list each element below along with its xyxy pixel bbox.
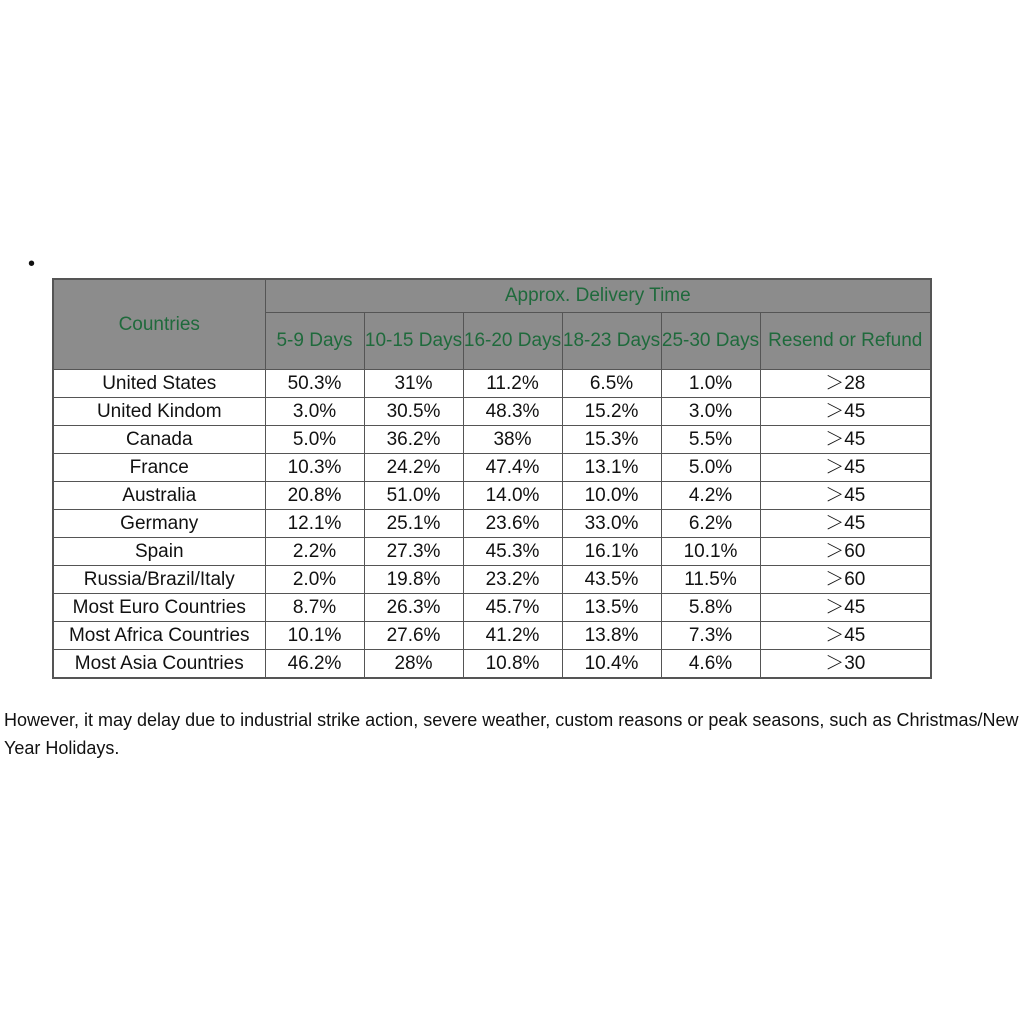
table-row — [53, 510, 931, 538]
percentage-cell: 23.2% — [463, 566, 562, 594]
country-cell: Most Euro Countries — [53, 594, 265, 622]
resend-refund-cell: ＞45 — [760, 622, 931, 650]
table-header — [53, 279, 931, 370]
country-cell: Russia/Brazil/Italy — [53, 566, 265, 594]
table-row — [53, 454, 931, 482]
percentage-cell: 20.8% — [265, 482, 364, 510]
header-row-group — [53, 279, 931, 313]
percentage-cell: 7.3% — [661, 622, 760, 650]
delivery-time-table — [52, 278, 932, 679]
percentage-cell: 5.8% — [661, 594, 760, 622]
percentage-cell: 2.0% — [265, 566, 364, 594]
percentage-cell: 41.2% — [463, 622, 562, 650]
percentage-cell: 10.1% — [661, 538, 760, 566]
resend-refund-cell: ＞45 — [760, 510, 931, 538]
country-cell: Spain — [53, 538, 265, 566]
percentage-cell: 5.0% — [265, 426, 364, 454]
percentage-cell: 19.8% — [364, 566, 463, 594]
percentage-cell: 33.0% — [562, 510, 661, 538]
country-cell: Australia — [53, 482, 265, 510]
percentage-cell: 25.1% — [364, 510, 463, 538]
table-row — [53, 650, 931, 679]
column-header-5-9-days: 5-9 Days — [265, 313, 364, 370]
table-row — [53, 426, 931, 454]
delivery-time-table-container — [52, 278, 930, 679]
resend-refund-cell: ＞45 — [760, 482, 931, 510]
country-cell: United Kindom — [53, 398, 265, 426]
percentage-cell: 11.5% — [661, 566, 760, 594]
percentage-cell: 38% — [463, 426, 562, 454]
percentage-cell: 6.5% — [562, 370, 661, 398]
column-header-10-15-days: 10-15 Days — [364, 313, 463, 370]
column-header-16-20-days: 16-20 Days — [463, 313, 562, 370]
resend-refund-cell: ＞45 — [760, 398, 931, 426]
delay-disclaimer-text: However, it may delay due to industrial strike action, severe weather, custom reasons or peak seasons, such as Christmas/New Year Holidays. — [4, 710, 1019, 758]
country-cell: France — [53, 454, 265, 482]
percentage-cell: 6.2% — [661, 510, 760, 538]
resend-refund-cell: ＞60 — [760, 538, 931, 566]
table-row — [53, 622, 931, 650]
table-body — [53, 370, 931, 679]
percentage-cell: 43.5% — [562, 566, 661, 594]
percentage-cell: 27.6% — [364, 622, 463, 650]
percentage-cell: 47.4% — [463, 454, 562, 482]
table-row — [53, 398, 931, 426]
column-header-resend-or-refund: Resend or Refund — [760, 313, 931, 370]
percentage-cell: 14.0% — [463, 482, 562, 510]
percentage-cell: 16.1% — [562, 538, 661, 566]
percentage-cell: 12.1% — [265, 510, 364, 538]
percentage-cell: 15.2% — [562, 398, 661, 426]
column-header-18-23-days: 18-23 Days — [562, 313, 661, 370]
table-row — [53, 370, 931, 398]
country-cell: Germany — [53, 510, 265, 538]
percentage-cell: 1.0% — [661, 370, 760, 398]
percentage-cell: 10.8% — [463, 650, 562, 679]
country-cell: United States — [53, 370, 265, 398]
percentage-cell: 2.2% — [265, 538, 364, 566]
percentage-cell: 28% — [364, 650, 463, 679]
percentage-cell: 11.2% — [463, 370, 562, 398]
percentage-cell: 13.5% — [562, 594, 661, 622]
bullet-marker: • — [28, 253, 36, 275]
percentage-cell: 15.3% — [562, 426, 661, 454]
percentage-cell: 4.6% — [661, 650, 760, 679]
percentage-cell: 36.2% — [364, 426, 463, 454]
percentage-cell: 13.1% — [562, 454, 661, 482]
percentage-cell: 45.3% — [463, 538, 562, 566]
table-row — [53, 594, 931, 622]
percentage-cell: 5.5% — [661, 426, 760, 454]
resend-refund-cell: ＞30 — [760, 650, 931, 679]
percentage-cell: 10.4% — [562, 650, 661, 679]
percentage-cell: 31% — [364, 370, 463, 398]
percentage-cell: 5.0% — [661, 454, 760, 482]
delivery-time-group-header: Approx. Delivery Time — [265, 279, 931, 313]
percentage-cell: 8.7% — [265, 594, 364, 622]
percentage-cell: 46.2% — [265, 650, 364, 679]
percentage-cell: 13.8% — [562, 622, 661, 650]
percentage-cell: 24.2% — [364, 454, 463, 482]
percentage-cell: 10.3% — [265, 454, 364, 482]
table-row — [53, 566, 931, 594]
table-row — [53, 538, 931, 566]
country-cell: Canada — [53, 426, 265, 454]
percentage-cell: 30.5% — [364, 398, 463, 426]
percentage-cell: 3.0% — [661, 398, 760, 426]
percentage-cell: 27.3% — [364, 538, 463, 566]
country-cell: Most Africa Countries — [53, 622, 265, 650]
percentage-cell: 3.0% — [265, 398, 364, 426]
percentage-cell: 51.0% — [364, 482, 463, 510]
country-cell: Most Asia Countries — [53, 650, 265, 679]
column-header-25-30-days: 25-30 Days — [661, 313, 760, 370]
table-row — [53, 482, 931, 510]
resend-refund-cell: ＞45 — [760, 594, 931, 622]
resend-refund-cell: ＞45 — [760, 454, 931, 482]
percentage-cell: 10.1% — [265, 622, 364, 650]
percentage-cell: 23.6% — [463, 510, 562, 538]
resend-refund-cell: ＞45 — [760, 426, 931, 454]
percentage-cell: 45.7% — [463, 594, 562, 622]
percentage-cell: 4.2% — [661, 482, 760, 510]
percentage-cell: 26.3% — [364, 594, 463, 622]
resend-refund-cell: ＞28 — [760, 370, 931, 398]
resend-refund-cell: ＞60 — [760, 566, 931, 594]
countries-column-header: Countries — [53, 279, 265, 370]
percentage-cell: 50.3% — [265, 370, 364, 398]
percentage-cell: 10.0% — [562, 482, 661, 510]
percentage-cell: 48.3% — [463, 398, 562, 426]
